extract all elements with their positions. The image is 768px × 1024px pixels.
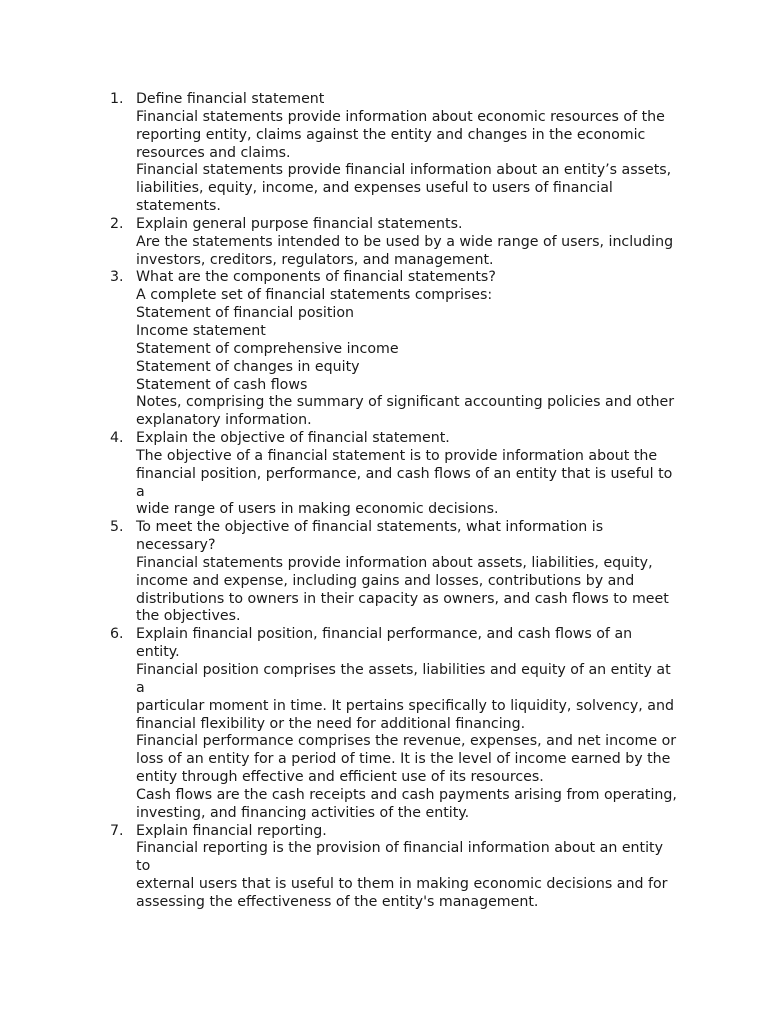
question-text: Explain financial reporting. — [136, 822, 327, 839]
question-text: Define financial statement — [136, 91, 325, 107]
list-item — [0, 823, 768, 912]
answer-paragraph: Financial performance comprises the revenue, expenses, and net income or loss of an entity for a period of time. It is the level of income earned by the entity through effective and efficient use of its resources. — [136, 733, 677, 786]
list-item-number: 5. — [110, 519, 124, 536]
answer-paragraph: Financial position comprises the assets, liabilities and equity of an entity at a particular moment in time. It pertains specifically to liquidity, solvency, and financial flexibility or the need for additional financing. — [136, 662, 674, 732]
list-item — [0, 216, 768, 270]
question-text: Explain general purpose financial statements. — [136, 215, 463, 232]
list-item-number: 2. — [110, 215, 124, 232]
list-item — [0, 91, 768, 216]
answer-paragraph: Statement of cash flows — [136, 376, 308, 393]
list-item-number: 3. — [110, 269, 124, 286]
list-item-number: 7. — [110, 822, 124, 839]
list-item — [0, 519, 768, 626]
answer-paragraph: Financial statements provide information about assets, liabilities, equity, income and expense, including gains and losses, contributions by and distributions to owners in their capacity as owners, and cash flows to meet the objectives. — [136, 554, 669, 625]
question-text: To meet the objective of financial statements, what information is necessary? — [136, 519, 604, 554]
list-item-number: 1. — [110, 91, 124, 107]
answer-paragraph: The objective of a financial statement is to provide information about the financial position, performance, and cash flows of an entity that is useful to a wide range of users in making economic decisions. — [136, 447, 673, 518]
answer-paragraph: Cash flows are the cash receipts and cash payments arising from operating, investing, and financing activities of the entity. — [136, 786, 677, 821]
list-item — [0, 430, 768, 519]
question-text: Explain financial position, financial performance, and cash flows of an entity. — [136, 626, 633, 661]
answer-paragraph: Are the statements intended to be used by a wide range of users, including investors, creditors, regulators, and management. — [136, 233, 674, 268]
answer-paragraph: Statement of comprehensive income — [136, 340, 399, 357]
list-item-number: 6. — [110, 626, 124, 643]
answer-paragraph: Income statement — [136, 322, 266, 339]
answer-paragraph: Notes, comprising the summary of significant accounting policies and other explanatory information. — [136, 394, 675, 429]
answer-paragraph: Financial statements provide information about economic resources of the reporting entity, claims against the entity and changes in the economic resources and claims. — [136, 108, 665, 161]
answer-paragraph: Statement of financial position — [136, 305, 355, 322]
answer-paragraph: A complete set of financial statements comprises: — [136, 287, 493, 304]
list-item-number: 4. — [110, 430, 124, 447]
document-body — [0, 91, 768, 912]
list-item — [0, 269, 768, 430]
list-item — [0, 626, 768, 822]
question-text: Explain the objective of financial statement. — [136, 430, 450, 447]
answer-paragraph: Statement of changes in equity — [136, 358, 360, 375]
answer-paragraph: Financial statements provide financial information about an entity’s assets, liabilities, equity, income, and expenses useful to users of financial statements. — [136, 162, 672, 215]
answer-paragraph: Financial reporting is the provision of financial information about an entity to external users that is useful to them in making economic decisions and for assessing the effectiveness of the entity's management. — [136, 840, 668, 910]
question-text: What are the components of financial statements? — [136, 269, 496, 286]
